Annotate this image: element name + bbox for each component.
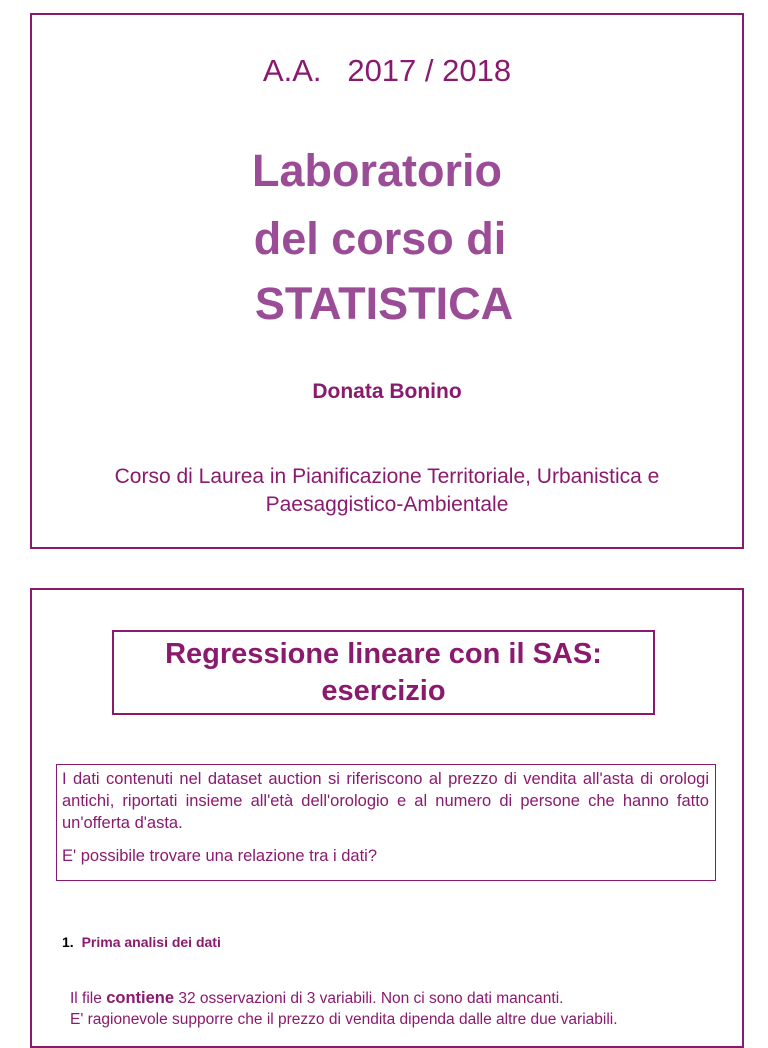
dataset-description: I dati contenuti nel dataset auction si riferiscono al prezzo di vendita all'asta di orologi antichi, riportati insieme all'età dell'orologio e al numero di persone che hanno fatto un'offerta d'asta. [62, 770, 709, 832]
course-line-2: Paesaggistico-Ambientale [265, 493, 509, 516]
exercise-title-line-2: esercizio [321, 675, 446, 707]
course-name [52, 463, 722, 519]
section-label: Prima analisi dei dati [81, 934, 221, 950]
slide-exercise [30, 588, 744, 1048]
section-heading [62, 934, 221, 950]
body-line-1-pre: Il file [70, 990, 107, 1007]
body-line-2: E' ragionevole supporre che il prezzo di vendita dipenda dalle altre due variabili. [70, 1011, 618, 1028]
course-line-1: Corso di Laurea in Pianificazione Territoriale, Urbanistica e [114, 465, 660, 488]
dataset-description-box [56, 764, 716, 881]
academic-year: A.A. 2017 / 2018 [262, 53, 512, 88]
body-line-1 [70, 988, 722, 1009]
body-line-1-post: 32 osservazioni di 3 variabili. Non ci sono dati mancanti. [174, 990, 564, 1007]
title-line-1: Laboratorio [251, 145, 502, 196]
author-name: Donata Bonino [312, 380, 462, 403]
title-line-3: STATISTICA [254, 278, 514, 329]
section-number: 1. [62, 934, 74, 950]
title-line-2: del corso di [253, 213, 507, 264]
body-line-1-bold: contiene [106, 989, 175, 1007]
exercise-title-line-1: Regressione lineare con il SAS: [165, 638, 602, 670]
slide-title-page [30, 13, 744, 549]
research-question: E' possibile trovare una relazione tra i dati? [62, 847, 377, 865]
exercise-title-box [112, 630, 655, 715]
